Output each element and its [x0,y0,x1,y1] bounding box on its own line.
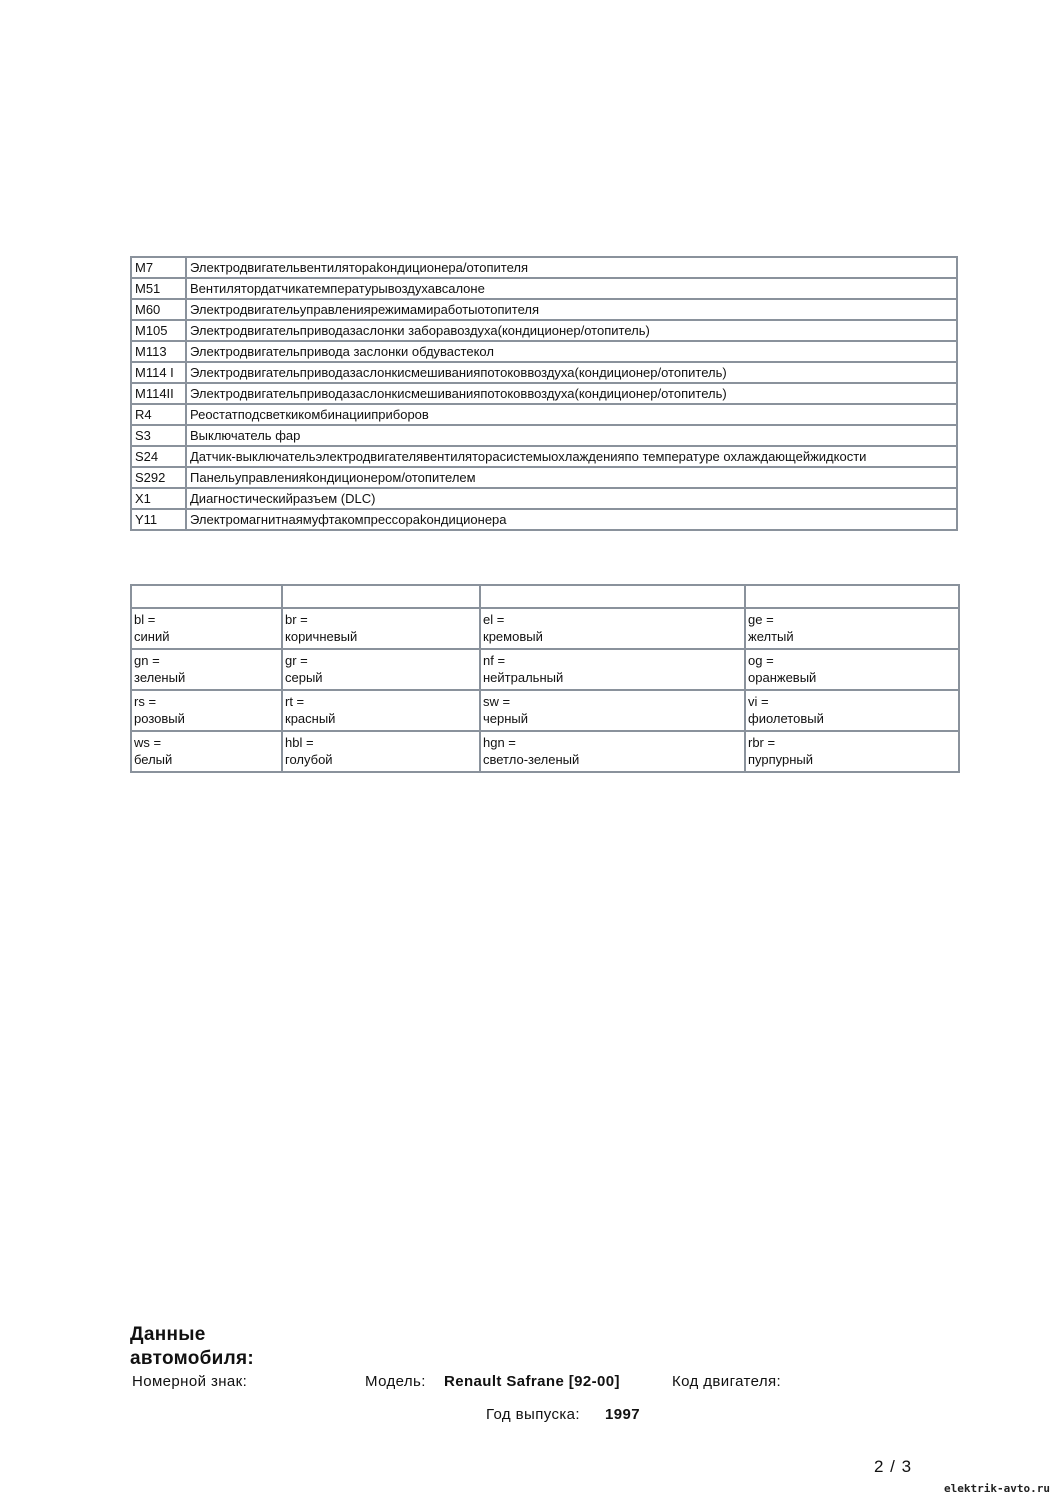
component-description: Выключатель фар [186,425,957,446]
component-code: Y11 [131,509,186,530]
wire-color-abbr: og = [748,653,774,668]
wire-color-name: пурпурный [748,752,814,767]
wire-color-name: розовый [134,711,185,726]
wire-color-cell [282,608,480,649]
component-code: M51 [131,278,186,299]
wire-color-abbr: vi = [748,694,769,709]
component-row [131,404,957,425]
component-row [131,257,957,278]
wire-color-cell [745,731,959,772]
wire-color-abbr: nf = [483,653,506,668]
wire-color-name: белый [134,752,173,767]
wire-color-cell [282,731,480,772]
component-description: Электродвигательприводазаслонки заборавоздуха(кондиционер/отопитель) [186,320,957,341]
header-cell [282,585,480,608]
component-code: S292 [131,467,186,488]
component-row [131,425,957,446]
wire-color-row [131,731,959,772]
wire-color-name: кремовый [483,629,543,644]
vehicle-data-title: Данные автомобиля: [130,1324,255,1369]
component-description: Датчик-выключательэлектродвигателявентиляторасистемыохлажденияпо температуре охлаждающейжидкости [186,446,957,467]
component-description: Электродвигательвентилятораkондиционера/отопителя [186,257,957,278]
component-code: X1 [131,488,186,509]
wire-color-name: зеленый [134,670,186,685]
component-row [131,341,957,362]
wire-color-abbr: rt = [285,694,305,709]
component-description: Электродвигательприводазаслонкисмешиванияпотоковвоздуха(кондиционер/отопитель) [186,383,957,404]
wire-color-cell [282,690,480,731]
wire-color-cell [745,649,959,690]
wire-color-name: оранжевый [748,670,817,685]
plate-label: Номерной знак: [132,1373,248,1390]
component-description: Реостатподсветкикомбинацииприборов [186,404,957,425]
watermark: elektrik-avto.ru [944,1482,1050,1495]
year-value: 1997 [605,1406,640,1423]
component-row [131,509,957,530]
component-description: Вентилятордатчикатемпературывоздухавсалоне [186,278,957,299]
wire-color-cell [131,649,282,690]
wire-color-abbr: br = [285,612,308,627]
component-code: M7 [131,257,186,278]
component-code: S24 [131,446,186,467]
component-description: Диагностическийразъем (DLC) [186,488,957,509]
component-code: M114 I [131,362,186,383]
header-cell [131,585,282,608]
wire-color-header-row [131,585,959,608]
model-value: Renault Safrane [92-00] [444,1373,620,1390]
wire-color-name: черный [483,711,529,726]
wire-color-cell [480,649,745,690]
component-description: Электродвигательпривода заслонки обдувастекол [186,341,957,362]
component-code: M60 [131,299,186,320]
wire-color-abbr: bl = [134,612,156,627]
component-row [131,446,957,467]
wire-color-abbr: rbr = [748,735,776,750]
year-label: Год выпуска: [486,1406,580,1423]
wire-color-row [131,608,959,649]
component-row [131,362,957,383]
component-row [131,383,957,404]
wire-color-abbr: el = [483,612,505,627]
wire-color-cell [131,690,282,731]
wire-color-body [131,585,959,772]
wire-color-abbr: sw = [483,694,511,709]
components-table [130,256,958,531]
component-description: Электродвигательприводазаслонкисмешиванияпотоковвоздуха(кондиционер/отопитель) [186,362,957,383]
wire-color-name: фиолетовый [748,711,824,726]
wire-color-abbr: gr = [285,653,308,668]
wire-color-abbr: ge = [748,612,774,627]
page-number: 2 / 3 [874,1457,913,1476]
component-row [131,278,957,299]
component-row [131,467,957,488]
wire-color-cell [480,608,745,649]
wire-color-name: голубой [285,752,333,767]
wire-color-name: нейтральный [483,670,564,685]
component-code: S3 [131,425,186,446]
component-code: M113 [131,341,186,362]
component-code: R4 [131,404,186,425]
component-description: Электромагнитнаямуфтакомпрессораkондиционера [186,509,957,530]
wire-color-cell [480,731,745,772]
component-row [131,299,957,320]
wire-color-name: светло-зеленый [483,752,580,767]
component-description: Электродвигательуправлениярежимамиработыотопителя [186,299,957,320]
wire-color-cell [480,690,745,731]
wire-color-name: серый [285,670,323,685]
wire-color-cell [131,608,282,649]
wire-color-abbr: ws = [134,735,162,750]
wire-color-name: красный [285,711,336,726]
wire-color-cell [282,649,480,690]
wire-color-cell [745,690,959,731]
wire-color-row [131,649,959,690]
wire-color-name: коричневый [285,629,358,644]
component-code: M105 [131,320,186,341]
component-description: Панельуправленияkондиционером/отопителем [186,467,957,488]
wire-color-row [131,690,959,731]
components-body [131,257,957,530]
engine-code-label: Код двигателя: [672,1373,782,1390]
wire-color-table [130,584,960,773]
wire-color-cell [131,731,282,772]
wire-color-name: желтый [748,629,794,644]
component-row [131,320,957,341]
wire-color-cell [745,608,959,649]
wire-color-abbr: gn = [134,653,160,668]
header-cell [745,585,959,608]
header-cell [480,585,745,608]
component-row [131,488,957,509]
model-label: Модель: [365,1373,426,1390]
wire-color-name: синий [134,629,170,644]
component-code: M114II [131,383,186,404]
wire-color-abbr: hgn = [483,735,516,750]
wire-color-abbr: rs = [134,694,157,709]
wire-color-abbr: hbl = [285,735,314,750]
